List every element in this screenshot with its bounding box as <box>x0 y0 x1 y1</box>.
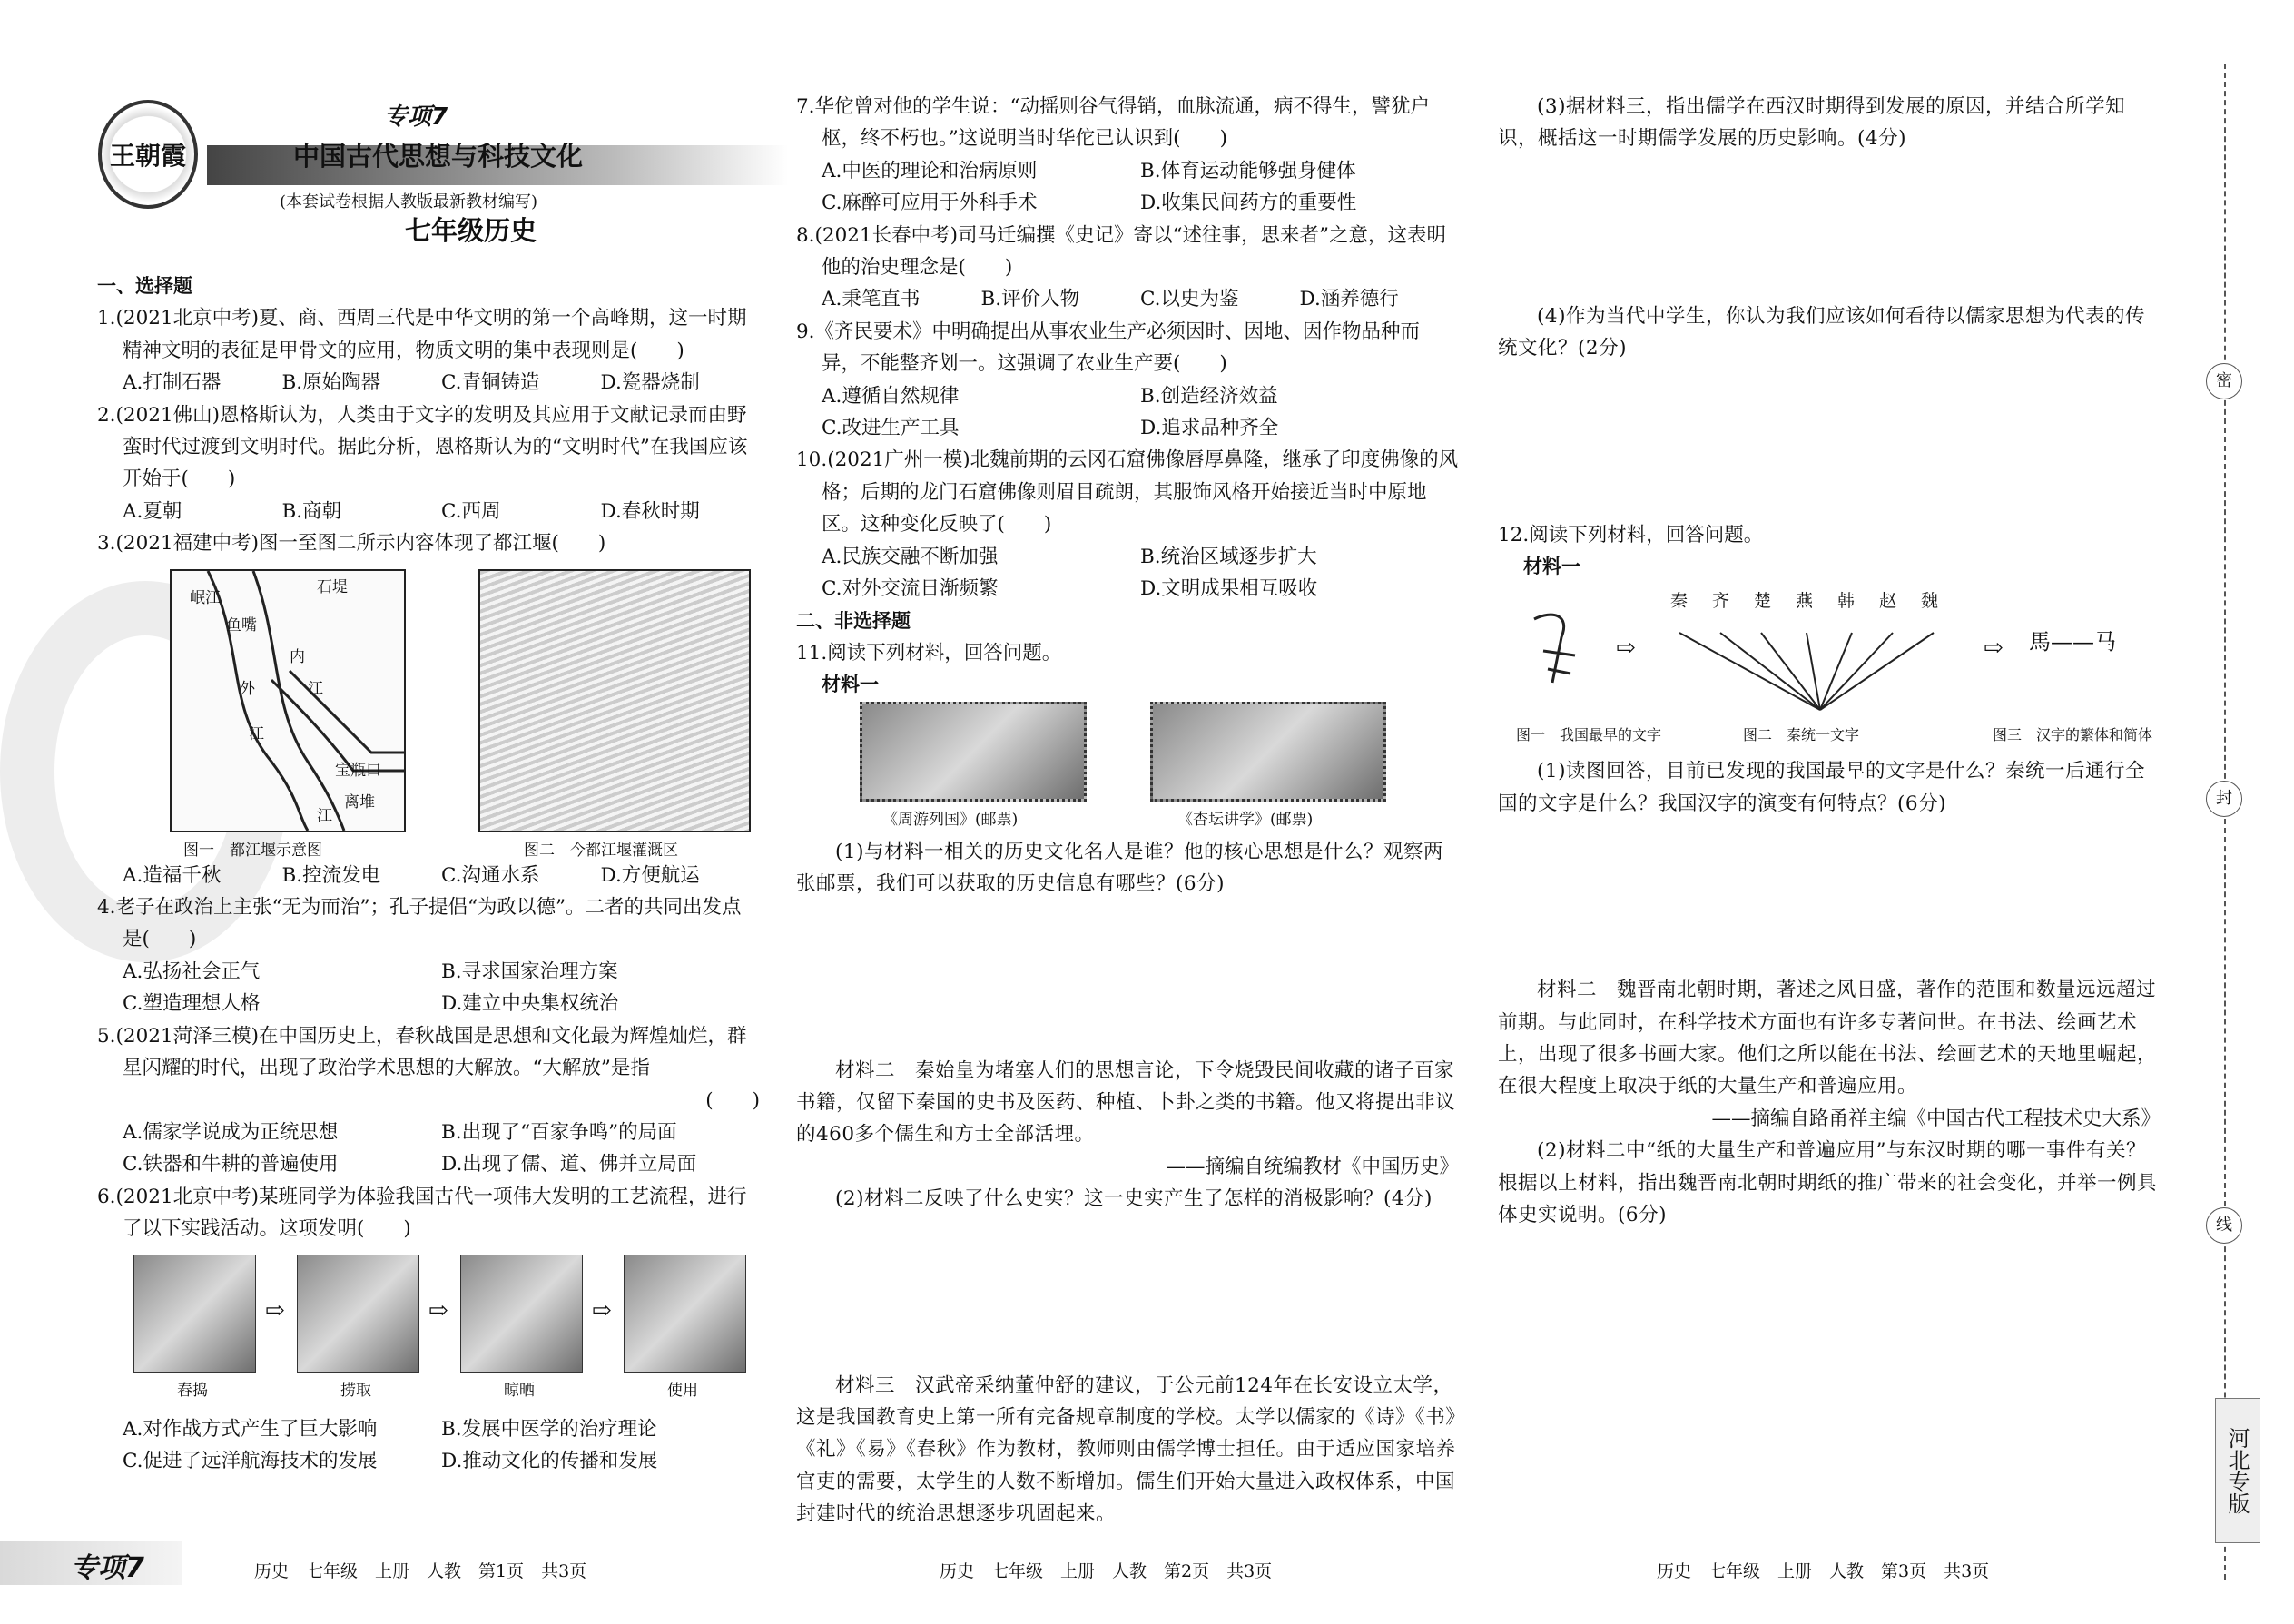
state-label: 韩 <box>1837 591 1856 612</box>
material-3: 材料三 汉武帝采纳董仲舒的建议，于公元前124年在长安设立太学，这是我国教育史上第一所有完备规章制度的学校。太学以儒家的《诗》《书》《礼》《易》《春秋》作为教材，教师则由儒学博士担任。由于适应国家培养官吏的需要，太学生的人数不断增加。儒生们开始大量进入政权体系，中国封建时代的统治思想逐步巩固起来。 <box>796 1373 1456 1526</box>
label-baopingkou: 宝瓶口 <box>335 761 381 780</box>
question-4: 4.老子在政治上主张“无为而治”；孔子提倡“为政以德”。二者的共同出发点是( ) <box>97 896 742 951</box>
option: A.民族交融不断加强 <box>822 545 999 568</box>
papermaking-process-figure <box>97 1245 760 1413</box>
material-2: 材料二 魏晋南北朝时期，著述之风日盛，著作的范围和数量远远超过前期。与此同时，在科学技术方面也有许多专著问世。在书法、绘画艺术上，出现了很多书画大家。他们之所以能在书法、绘画艺术的天地里崛起，在很大程度上取决于纸的大量生产和普遍应用。 <box>1498 979 2158 1098</box>
binding-label: 线 <box>2206 1207 2242 1244</box>
writing-evolution-figure <box>1498 583 2161 755</box>
option: C.青铜铸造 <box>441 371 540 395</box>
binding-label: 封 <box>2206 781 2242 817</box>
figure-caption: 图一 都江堰示意图 <box>183 841 322 860</box>
edition-tag: 河北专版 <box>2215 1398 2260 1543</box>
arrow-icon: ⇨ <box>1984 635 2004 663</box>
question-11-4: (4)作为当代中学生，你认为我们应该如何看待以儒家思想为代表的传统文化？(2分) <box>1498 304 2145 360</box>
option: B.创造经济效益 <box>1140 384 1278 408</box>
figure-caption: 图二 今都江堰灌溉区 <box>524 841 678 860</box>
question-8: 8.(2021长春中考)司马迁编撰《史记》寄以“述往事，思来者”之意，这表明他的治史理念是( ) <box>796 223 1446 280</box>
photo-drying <box>460 1255 583 1373</box>
option: B.统治区域逐步扩大 <box>1140 545 1317 568</box>
state-label: 魏 <box>1921 591 1939 612</box>
option: C.铁器和牛耕的普遍使用 <box>123 1153 339 1176</box>
question-3: 3.(2021福建中考)图一至图二所示内容体现了都江堰( ) <box>97 532 606 556</box>
state-label: 燕 <box>1796 591 1814 612</box>
option: D.收集民间药方的重要性 <box>1140 192 1357 215</box>
arrow-icon: ⇨ <box>428 1296 448 1324</box>
page-footer-1: 历史 七年级 上册 人教 第1页 共3页 <box>254 1561 587 1581</box>
answer-space <box>1498 155 2161 300</box>
option: B.体育运动能够强身健体 <box>1140 159 1356 182</box>
question-9-options <box>796 380 1459 445</box>
answer-paren: ( ) <box>705 1088 760 1112</box>
label-nei: 内 <box>290 647 305 666</box>
map-dujiangyan-diagram <box>170 569 406 832</box>
photo-using <box>624 1255 746 1373</box>
option: C.对外交流日渐频繁 <box>822 577 999 601</box>
material-source: ——摘编自统编教材《中国历史》 <box>1166 1155 1459 1178</box>
option: D.春秋时期 <box>600 499 700 523</box>
answer-space <box>1498 365 2161 519</box>
section-heading: 一、选择题 <box>97 275 192 297</box>
answer-space <box>1498 820 2161 974</box>
question-12-2: (2)材料二中“纸的大量生产和普遍应用”与东汉时期的哪一事件有关？根据以上材料，指出魏晋南北朝时期纸的推广带来的社会变化，并举一例具体史实说明。(6分) <box>1498 1139 2158 1227</box>
state-label: 赵 <box>1879 591 1897 612</box>
page-footer-2: 历史 七年级 上册 人教 第2页 共3页 <box>940 1561 1273 1581</box>
question-2: 2.(2021佛山)恩格斯认为，人类由于文字的发明及其应用于文献记录而由野蛮时代过渡到文明时代。据此分析，恩格斯认为的“文明时代”在我国应该开始于( ) <box>97 403 748 491</box>
option: A.夏朝 <box>123 499 182 523</box>
material-2: 材料二 秦始皇为堵塞人们的思想言论，下令烧毁民间收藏的诸子百家书籍，仅留下秦国的史书及医药、种植、卜卦之类的书籍。他又将提出非议的460多个儒生和方士全部活埋。 <box>796 1058 1456 1147</box>
question-1: 1.(2021北京中考)夏、商、西周三代是中华文明的第一个高峰期，这一时期精神文明的表征是甲骨文的应用，物质文明的集中表现则是( ) <box>97 307 747 362</box>
question-6: 6.(2021北京中考)某班同学为体验我国古代一项伟大发明的工艺流程，进行了以下实践活动。这项发明( ) <box>97 1185 747 1241</box>
stamps-figure <box>796 702 1459 811</box>
label-wai: 外 <box>240 679 255 698</box>
option: B.控流发电 <box>281 863 381 887</box>
column-1 <box>97 271 760 1477</box>
page-title: 中国古代思想与科技文化 <box>293 141 584 172</box>
label-yuzui: 鱼嘴 <box>226 615 257 635</box>
option: A.对作战方式产生了巨大影响 <box>123 1417 378 1441</box>
stamp-captions <box>796 811 1459 836</box>
question-9: 9.《齐民要术》中明确提出从事农业生产必须因时、因地、因作物品种而异，不能整齐划一。这强调了农业生产要( ) <box>796 320 1421 376</box>
binding-line <box>2224 64 2226 1580</box>
section-heading: 二、非选择题 <box>796 609 911 632</box>
publisher-logo <box>98 100 198 209</box>
state-label: 齐 <box>1712 591 1730 612</box>
stamp-travels <box>860 702 1087 802</box>
option: D.推动文化的传播和发展 <box>441 1449 658 1472</box>
option: D.出现了儒、道、佛并立局面 <box>441 1153 697 1176</box>
option: B.出现了“百家争鸣”的局面 <box>441 1120 677 1144</box>
option: C.西周 <box>441 499 501 523</box>
option: D.文明成果相互吸收 <box>1140 577 1318 601</box>
column-2 <box>796 91 1459 1530</box>
question-11: 11.阅读下列材料，回答问题。 <box>796 641 1062 664</box>
option: B.商朝 <box>281 499 342 523</box>
question-5-options <box>97 1117 760 1181</box>
question-11-3: (3)据材料三，指出儒学在西汉时期得到发展的原因，并结合所学知识，概括这一时期儒学发展的历史影响。(4分) <box>1498 95 2125 151</box>
option: D.建立中央集权统治 <box>441 992 619 1016</box>
option: D.方便航运 <box>600 863 700 887</box>
page-footer-3: 历史 七年级 上册 人教 第3页 共3页 <box>1657 1561 1990 1581</box>
edition-note: (本套试卷根据人教版最新教材编写) <box>280 192 538 212</box>
option: C.麻醉可应用于外科手术 <box>822 192 1038 215</box>
option: A.打制石器 <box>123 371 222 395</box>
column-3 <box>1498 91 2161 1232</box>
question-10-options <box>796 541 1459 605</box>
label-jiang: 江 <box>317 806 332 825</box>
step-label: 捞取 <box>340 1381 371 1400</box>
subject-title: 七年级历史 <box>405 215 537 246</box>
option: C.以史为鉴 <box>1140 288 1239 311</box>
legend-label: 石堤 <box>317 577 348 596</box>
question-3-figures <box>97 560 760 860</box>
state-label: 秦 <box>1670 591 1689 612</box>
material-source: ——摘编自路甬祥主编《中国古代工程技术史大系》 <box>1711 1107 2161 1130</box>
question-12: 12.阅读下列材料，回答问题。 <box>1498 523 1764 546</box>
answer-space <box>796 901 1459 1055</box>
option: B.原始陶器 <box>281 371 381 395</box>
horse-characters: 馬——马 <box>2029 629 2116 655</box>
page-header <box>71 64 761 263</box>
arrow-icon: ⇨ <box>265 1296 285 1324</box>
question-11-1: (1)与材料一相关的历史文化名人是谁？他的核心思想是什么？观察两张邮票，我们可以获取的历史信息有哪些？(6分) <box>796 840 1443 896</box>
question-5: 5.(2021菏泽三模)在中国历史上，春秋战国是思想和文化最为辉煌灿烂，群星闪耀的时代，出现了政治学术思想的大解放。“大解放”是指 <box>97 1024 747 1080</box>
option: C.沟通水系 <box>441 863 540 887</box>
option: D.涵养德行 <box>1299 288 1399 311</box>
figure-caption: 图三 汉字的繁体和简体 <box>1993 726 2153 744</box>
label-jiang: 江 <box>308 679 323 698</box>
question-8-options <box>796 283 1459 315</box>
arrow-icon: ⇨ <box>1616 635 1636 663</box>
option: A.造福千秋 <box>123 863 222 887</box>
state-label: 楚 <box>1754 591 1772 612</box>
option: C.改进生产工具 <box>822 417 960 440</box>
river-sketch <box>172 571 404 831</box>
photo-pounding <box>133 1255 256 1373</box>
question-4-options <box>97 956 760 1020</box>
question-7-options <box>796 155 1459 220</box>
step-label: 使用 <box>667 1381 698 1400</box>
option: B.发展中医学的治疗理论 <box>441 1417 657 1441</box>
option: C.促进了远洋航海技术的发展 <box>123 1449 378 1472</box>
figure-caption: 图二 秦统一文字 <box>1743 726 1860 744</box>
step-label: 晾晒 <box>504 1381 535 1400</box>
figure-caption: 图一 我国最早的文字 <box>1516 726 1662 744</box>
figure-caption: 《杏坛讲学》(邮票) <box>1177 810 1314 829</box>
label-lidui: 离堆 <box>344 792 375 812</box>
option: A.秉笔直书 <box>822 288 921 311</box>
footer-series: 专项7 <box>71 1552 144 1584</box>
option: C.塑造理想人格 <box>123 992 261 1016</box>
option: A.儒家学说成为正统思想 <box>123 1120 339 1144</box>
option: D.追求品种齐全 <box>1140 417 1279 440</box>
option: B.寻求国家治理方案 <box>441 960 618 983</box>
material-label: 材料一 <box>822 674 879 696</box>
question-7: 7.华佗曾对他的学生说：“动摇则谷气得销，血脉流通，病不得生，譬犹户枢，终不朽也。”这说明当时华佗已认识到( ) <box>796 95 1431 151</box>
step-label: 舂捣 <box>177 1381 208 1400</box>
material-label: 材料一 <box>1523 556 1580 578</box>
figure-caption: 《周游列国》(邮票) <box>882 810 1019 829</box>
option: A.弘扬社会正气 <box>123 960 261 983</box>
map-irrigation-area <box>478 569 751 832</box>
question-10: 10.(2021广州一模)北魏前期的云冈石窟佛像唇厚鼻隆，继承了印度佛像的风格；后期的龙门石窟佛像则眉目疏朗，其服饰风格开始接近当时中原地区。这种变化反映了( ) <box>796 448 1459 536</box>
arrow-icon: ⇨ <box>592 1296 612 1324</box>
option: D.瓷器烧制 <box>600 371 700 395</box>
question-6-options <box>97 1413 760 1478</box>
answer-space <box>796 1216 1459 1370</box>
logo-text: 王朝霞 <box>109 141 186 171</box>
question-1-options <box>97 367 760 399</box>
option: A.中医的理论和治病原则 <box>822 159 1038 182</box>
question-2-options <box>97 496 760 527</box>
question-3-options <box>97 860 760 891</box>
series-label: 专项7 <box>384 103 448 131</box>
label-jiang: 江 <box>249 724 264 743</box>
question-11-2: (2)材料二反映了什么史实？这一史实产生了怎样的消极影响？(4分) <box>835 1187 1433 1211</box>
label-minjiang: 岷江 <box>190 588 221 607</box>
question-12-1: (1)读图回答，目前已发现的我国最早的文字是什么？秦统一后通行全国的文字是什么？我国汉字的演变有何特点？(6分) <box>1498 760 2145 815</box>
stamp-lecture <box>1150 702 1386 802</box>
binding-label: 密 <box>2206 363 2242 399</box>
photo-scooping <box>297 1255 419 1373</box>
option: B.评价人物 <box>980 288 1080 311</box>
option: A.遵循自然规律 <box>822 384 960 408</box>
